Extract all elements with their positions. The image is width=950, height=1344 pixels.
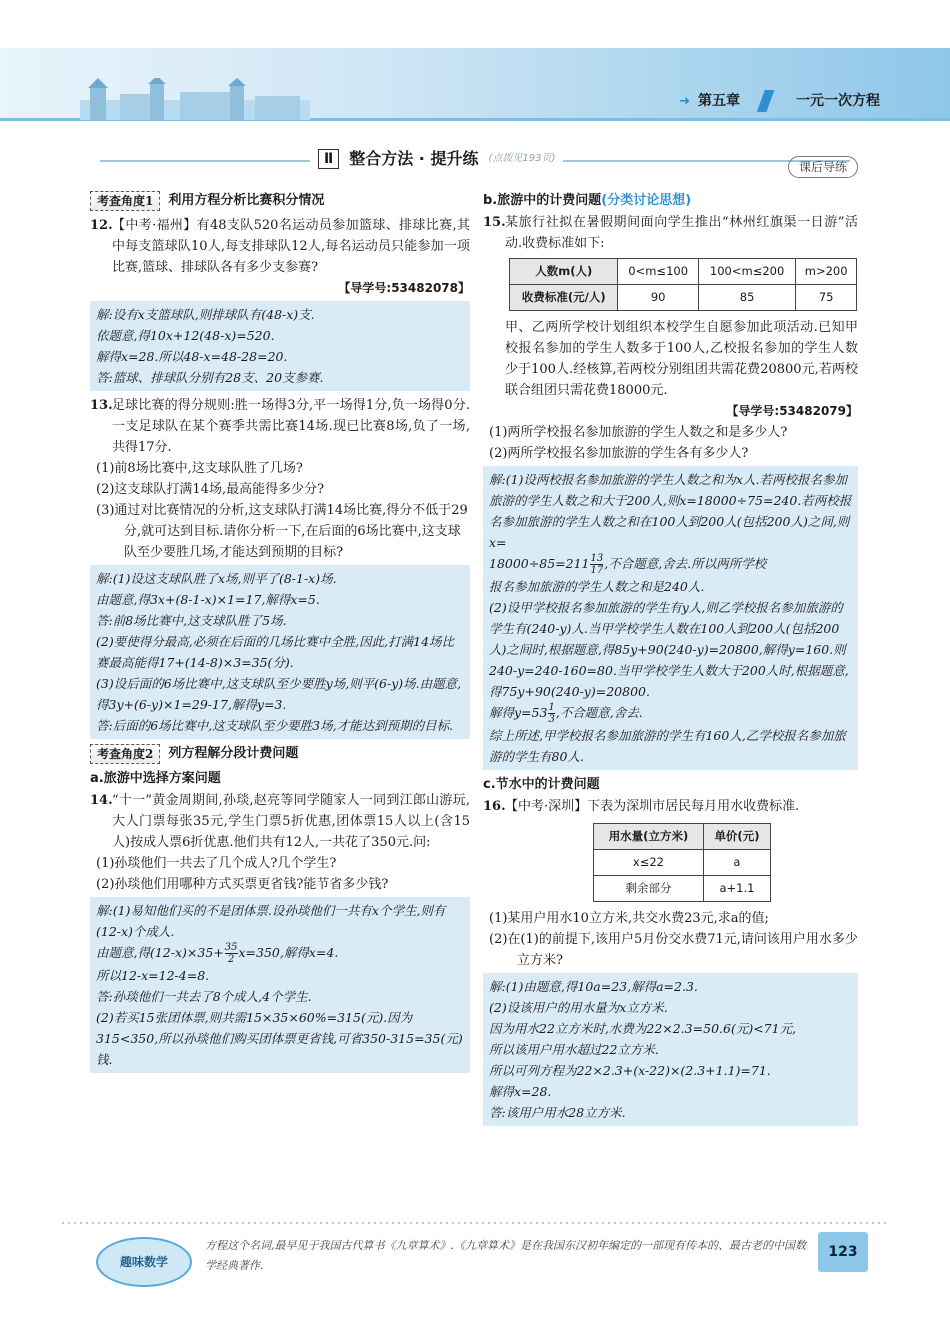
table-row xyxy=(510,285,857,311)
table-cell: 90 xyxy=(618,285,698,311)
water-table xyxy=(593,823,771,902)
equation-text: 解得y=53 xyxy=(489,705,548,720)
answer-line: (2)设该用户的用水量为x立方米. xyxy=(489,1000,668,1015)
denominator: 3 xyxy=(548,714,555,725)
answer-line: 解:(1)设两校报名参加旅游的学生人数之和为x人.若两校报名参加旅游的学生人数之和大于200人,则x=18000÷75=240.若两校报名参加旅游的学生人数之和在100人到200人(包括200人)之间,则x= xyxy=(489,472,852,550)
fraction xyxy=(548,702,554,725)
question-number: 15. xyxy=(483,215,506,230)
numerator: 13 xyxy=(590,553,604,564)
answer-16 xyxy=(483,973,858,1126)
guide-number: 【导学号:53482078】 xyxy=(338,281,470,295)
question-number: 13. xyxy=(90,398,113,413)
angle-1 xyxy=(90,190,470,211)
angle-title: 利用方程分析比赛积分情况 xyxy=(168,193,325,208)
answer-14 xyxy=(90,897,470,1073)
arrow-icon: ➜ xyxy=(679,93,690,109)
sub-question: (2)这支球队打满14场,最高能得多少分? xyxy=(96,482,325,497)
answer-line: 解:(1)设这支球队胜了x场,则平了(8-1-x)场. xyxy=(96,571,337,586)
angle-tag: 考查角度1 xyxy=(90,191,160,211)
sub-question: (1)两所学校报名参加旅游的学生人数之和是多少人? xyxy=(489,425,788,440)
chapter-label xyxy=(679,88,880,114)
footer-note: 方程这个名词,最早见于我国古代算书《九章算术》.《九章算术》是在我国东汉初年编定的一部现有传本的、最古老的中国数学经典著作. xyxy=(205,1239,806,1272)
answer-line: 答:篮球、排球队分别有28支、20支参赛. xyxy=(96,370,324,385)
table-cell: m>200 xyxy=(796,259,857,285)
answer-line: 报名参加旅游的学生人数之和是240人. xyxy=(489,579,705,594)
after-class-tag: 课后导练 xyxy=(788,156,858,178)
subhead-a: a.旅游中选择方案问题 xyxy=(90,771,221,786)
subhead-highlight: (分类讨论思想) xyxy=(601,193,692,208)
subhead-text: b.旅游中的计费问题 xyxy=(483,193,602,208)
table-cell: 剩余部分 xyxy=(594,876,704,902)
section-number: Ⅱ xyxy=(318,149,339,169)
numerator: 35 xyxy=(224,942,238,953)
sub-question: (1)孙琰他们一共去了几个成人?几个学生? xyxy=(96,856,337,871)
fraction xyxy=(225,942,238,965)
sub-question: (1)某用户用水10立方米,共交水费23元,求a的值; xyxy=(489,911,769,926)
table-header-cell: 用水量(立方米) xyxy=(594,824,704,850)
angle-title: 列方程解分段计费问题 xyxy=(168,746,299,761)
table-header-cell: 单价(元) xyxy=(703,824,770,850)
table-cell: 0<m≤100 xyxy=(618,259,698,285)
question-number: 16. xyxy=(483,799,506,814)
equation-text: 18000÷85=211 xyxy=(489,556,590,571)
answer-15 xyxy=(483,466,858,770)
section-heading: 整合方法 · 提升练 xyxy=(349,149,479,168)
answer-line: 解:(1)由题意,得10a=23,解得a=2.3. xyxy=(489,979,698,994)
question-text: 某旅行社拟在暑假期间面向学生推出“林州红旗渠一日游”活动.收费标准如下: xyxy=(505,215,858,251)
numerator: 1 xyxy=(548,702,555,713)
answer-line: 因为用水22立方米时,水费为22×2.3=50.6(元)<71元, xyxy=(489,1021,797,1036)
denominator: 2 xyxy=(227,954,235,965)
answer-line: 依题意,得10x+12(48-x)=520. xyxy=(96,328,275,343)
question-text-2: 甲、乙两所学校计划组织本校学生自愿参加此项活动.已知甲校报名参加的学生人数多于100人,乙校报名参加的学生人数少于100人.经核算,若两校分别组团共需花费20800元,若两校联合组团只需花费18000元. xyxy=(505,320,858,398)
footer-divider xyxy=(60,1222,890,1224)
answer-line: 解得x=28. xyxy=(489,1084,552,1099)
table-header-cell: 人数m(人) xyxy=(510,259,618,285)
denominator: 17 xyxy=(590,565,604,576)
answer-equation xyxy=(489,702,852,725)
sub-question: (3)通过对比赛情况的分析,这支球队打满14场比赛,得分不低于29分,就可达到目标.请你分析一下,在后面的6场比赛中,这支球队至少要胜几场,才能达到预期的目标? xyxy=(96,503,468,560)
answer-line: 综上所述,甲学校报名参加旅游的学生有160人,乙学校报名参加旅游的学生有80人. xyxy=(489,728,846,764)
answer-line: 答:前8场比赛中,这支球队胜了5场. xyxy=(96,613,287,628)
table-cell: 75 xyxy=(796,285,857,311)
table-row xyxy=(594,850,771,876)
angle-2 xyxy=(90,743,470,764)
fee-table xyxy=(509,258,857,311)
sub-question: (1)前8场比赛中,这支球队胜了几场? xyxy=(96,461,303,476)
left-column xyxy=(90,190,470,1077)
answer-line: 所以该用户用水超过22立方米. xyxy=(489,1042,659,1057)
right-column xyxy=(483,190,858,1130)
section-label xyxy=(310,148,563,169)
subhead-c: c.节水中的计费问题 xyxy=(483,777,600,792)
equation-text: ,不合题意,舍去. xyxy=(555,705,643,720)
table-cell: a+1.1 xyxy=(703,876,770,902)
answer-line: (2)若买15张团体票,则共需15×35×60%=315(元).因为315<350,所以孙琰他们购买团体票更省钱,可省350-315=35(元)钱. xyxy=(96,1010,463,1067)
sub-question: (2)两所学校报名参加旅游的学生各有多少人? xyxy=(489,446,749,461)
answer-line: 解得x=28.所以48-x=48-28=20. xyxy=(96,349,288,364)
guide-number: 【导学号:53482079】 xyxy=(726,404,858,418)
equation-text: x=350,解得x=4. xyxy=(238,945,339,960)
page-header xyxy=(0,0,950,135)
castle-illustration xyxy=(80,78,310,120)
subhead-b xyxy=(483,190,858,212)
table-cell: 85 xyxy=(698,285,796,311)
fun-math-badge: 趣味数学 xyxy=(96,1237,192,1287)
answer-line: 解:(1)易知他们买的不是团体票.设孙琰他们一共有x个学生,则有(12-x)个成人. xyxy=(96,903,446,939)
question-number: 14. xyxy=(90,793,113,808)
answer-line: 所以可列方程为22×2.3+(x-22)×(2.3+1.1)=71. xyxy=(489,1063,771,1078)
question-text: 【中考·福州】有48支队520名运动员参加篮球、排球比赛,其中每支篮球队10人,每支排球队12人,每名运动员只能参加一项比赛,篮球、排球队各有多少支参赛? xyxy=(112,218,470,275)
question-text: 【中考·深圳】下表为深圳市居民每月用水收费标准. xyxy=(505,799,800,814)
sub-question: (2)孙琰他们用哪种方式买票更省钱?能节省多少钱? xyxy=(96,877,389,892)
answer-line: 答:孙琰他们一共去了8个成人,4个学生. xyxy=(96,989,312,1004)
angle-tag: 考查角度2 xyxy=(90,744,160,764)
question-14 xyxy=(90,790,470,853)
equation-text: ,不合题意,舍去.所以两所学校 xyxy=(604,556,767,571)
table-cell: a xyxy=(703,850,770,876)
table-row xyxy=(594,876,771,902)
table-cell: x≤22 xyxy=(594,850,704,876)
chapter-number: 第五章 xyxy=(698,92,740,109)
question-text: 足球比赛的得分规则:胜一场得3分,平一场得1分,负一场得0分.一支足球队在某个赛季共需比赛14场.现已比赛8场,负了一场,共得17分. xyxy=(112,398,470,455)
answer-line: (2)设甲学校报名参加旅游的学生有y人,则乙学校报名参加旅游的学生有(240-y)人.当甲学校学生人数在100人到200人(包括200人)之间时,根据题意,得85y+90(240-y)=20800,解得y=160.则240-y=240-160=80.当甲学校学生人数大于200人时,根据题意,得75y+90(240-y)=20800. xyxy=(489,600,849,699)
slash-divider xyxy=(748,90,788,112)
answer-13 xyxy=(90,565,470,739)
table-cell: 100<m≤200 xyxy=(698,259,796,285)
page-number: 123 xyxy=(818,1232,868,1272)
chapter-title: 一元一次方程 xyxy=(796,92,880,109)
section-ref: (点拨见193页) xyxy=(488,153,556,164)
question-15 xyxy=(483,212,858,254)
answer-line: 解:设有x支篮球队,则排球队有(48-x)支. xyxy=(96,307,315,322)
answer-12 xyxy=(90,301,470,391)
equation-text: 由题意,得(12-x)×35+ xyxy=(96,945,224,960)
question-16 xyxy=(483,796,858,817)
answer-line: (3)设后面的6场比赛中,这支球队至少要胜y场,则平(6-y)场.由题意,得3y+(6-y)×1=29-17,解得y=3. xyxy=(96,676,462,712)
answer-line: 答:该用户用水28立方米. xyxy=(489,1105,626,1120)
answer-line: 答:后面的6场比赛中,这支球队至少要胜3场,才能达到预期的目标. xyxy=(96,718,454,733)
sub-question: (2)在(1)的前提下,该用户5月份交水费71元,请问该用户用水多少立方米? xyxy=(489,932,858,968)
answer-line: (2)要使得分最高,必须在后面的几场比赛中全胜,因此,打满14场比赛最高能得17+(14-8)×3=35(分). xyxy=(96,634,455,670)
answer-line: 由题意,得3x+(8-1-x)×1=17,解得x=5. xyxy=(96,592,320,607)
table-header-cell: 收费标准(元/人) xyxy=(510,285,618,311)
answer-equation xyxy=(96,942,464,965)
question-number: 12. xyxy=(90,218,113,233)
fraction xyxy=(590,553,603,576)
question-13 xyxy=(90,395,470,458)
table-row xyxy=(510,259,857,285)
question-text: “十一”黄金周期间,孙琰,赵亮等同学随家人一同到江郎山游玩,大人门票每张35元,学生门票5折优惠,团体票15人以上(含15人)按成人票6折优惠.他们共有12人,一共花了350元.问: xyxy=(112,793,470,850)
answer-line: 所以12-x=12-4=8. xyxy=(96,968,210,983)
answer-equation xyxy=(489,553,852,576)
question-12 xyxy=(90,215,470,278)
table-row xyxy=(594,824,771,850)
